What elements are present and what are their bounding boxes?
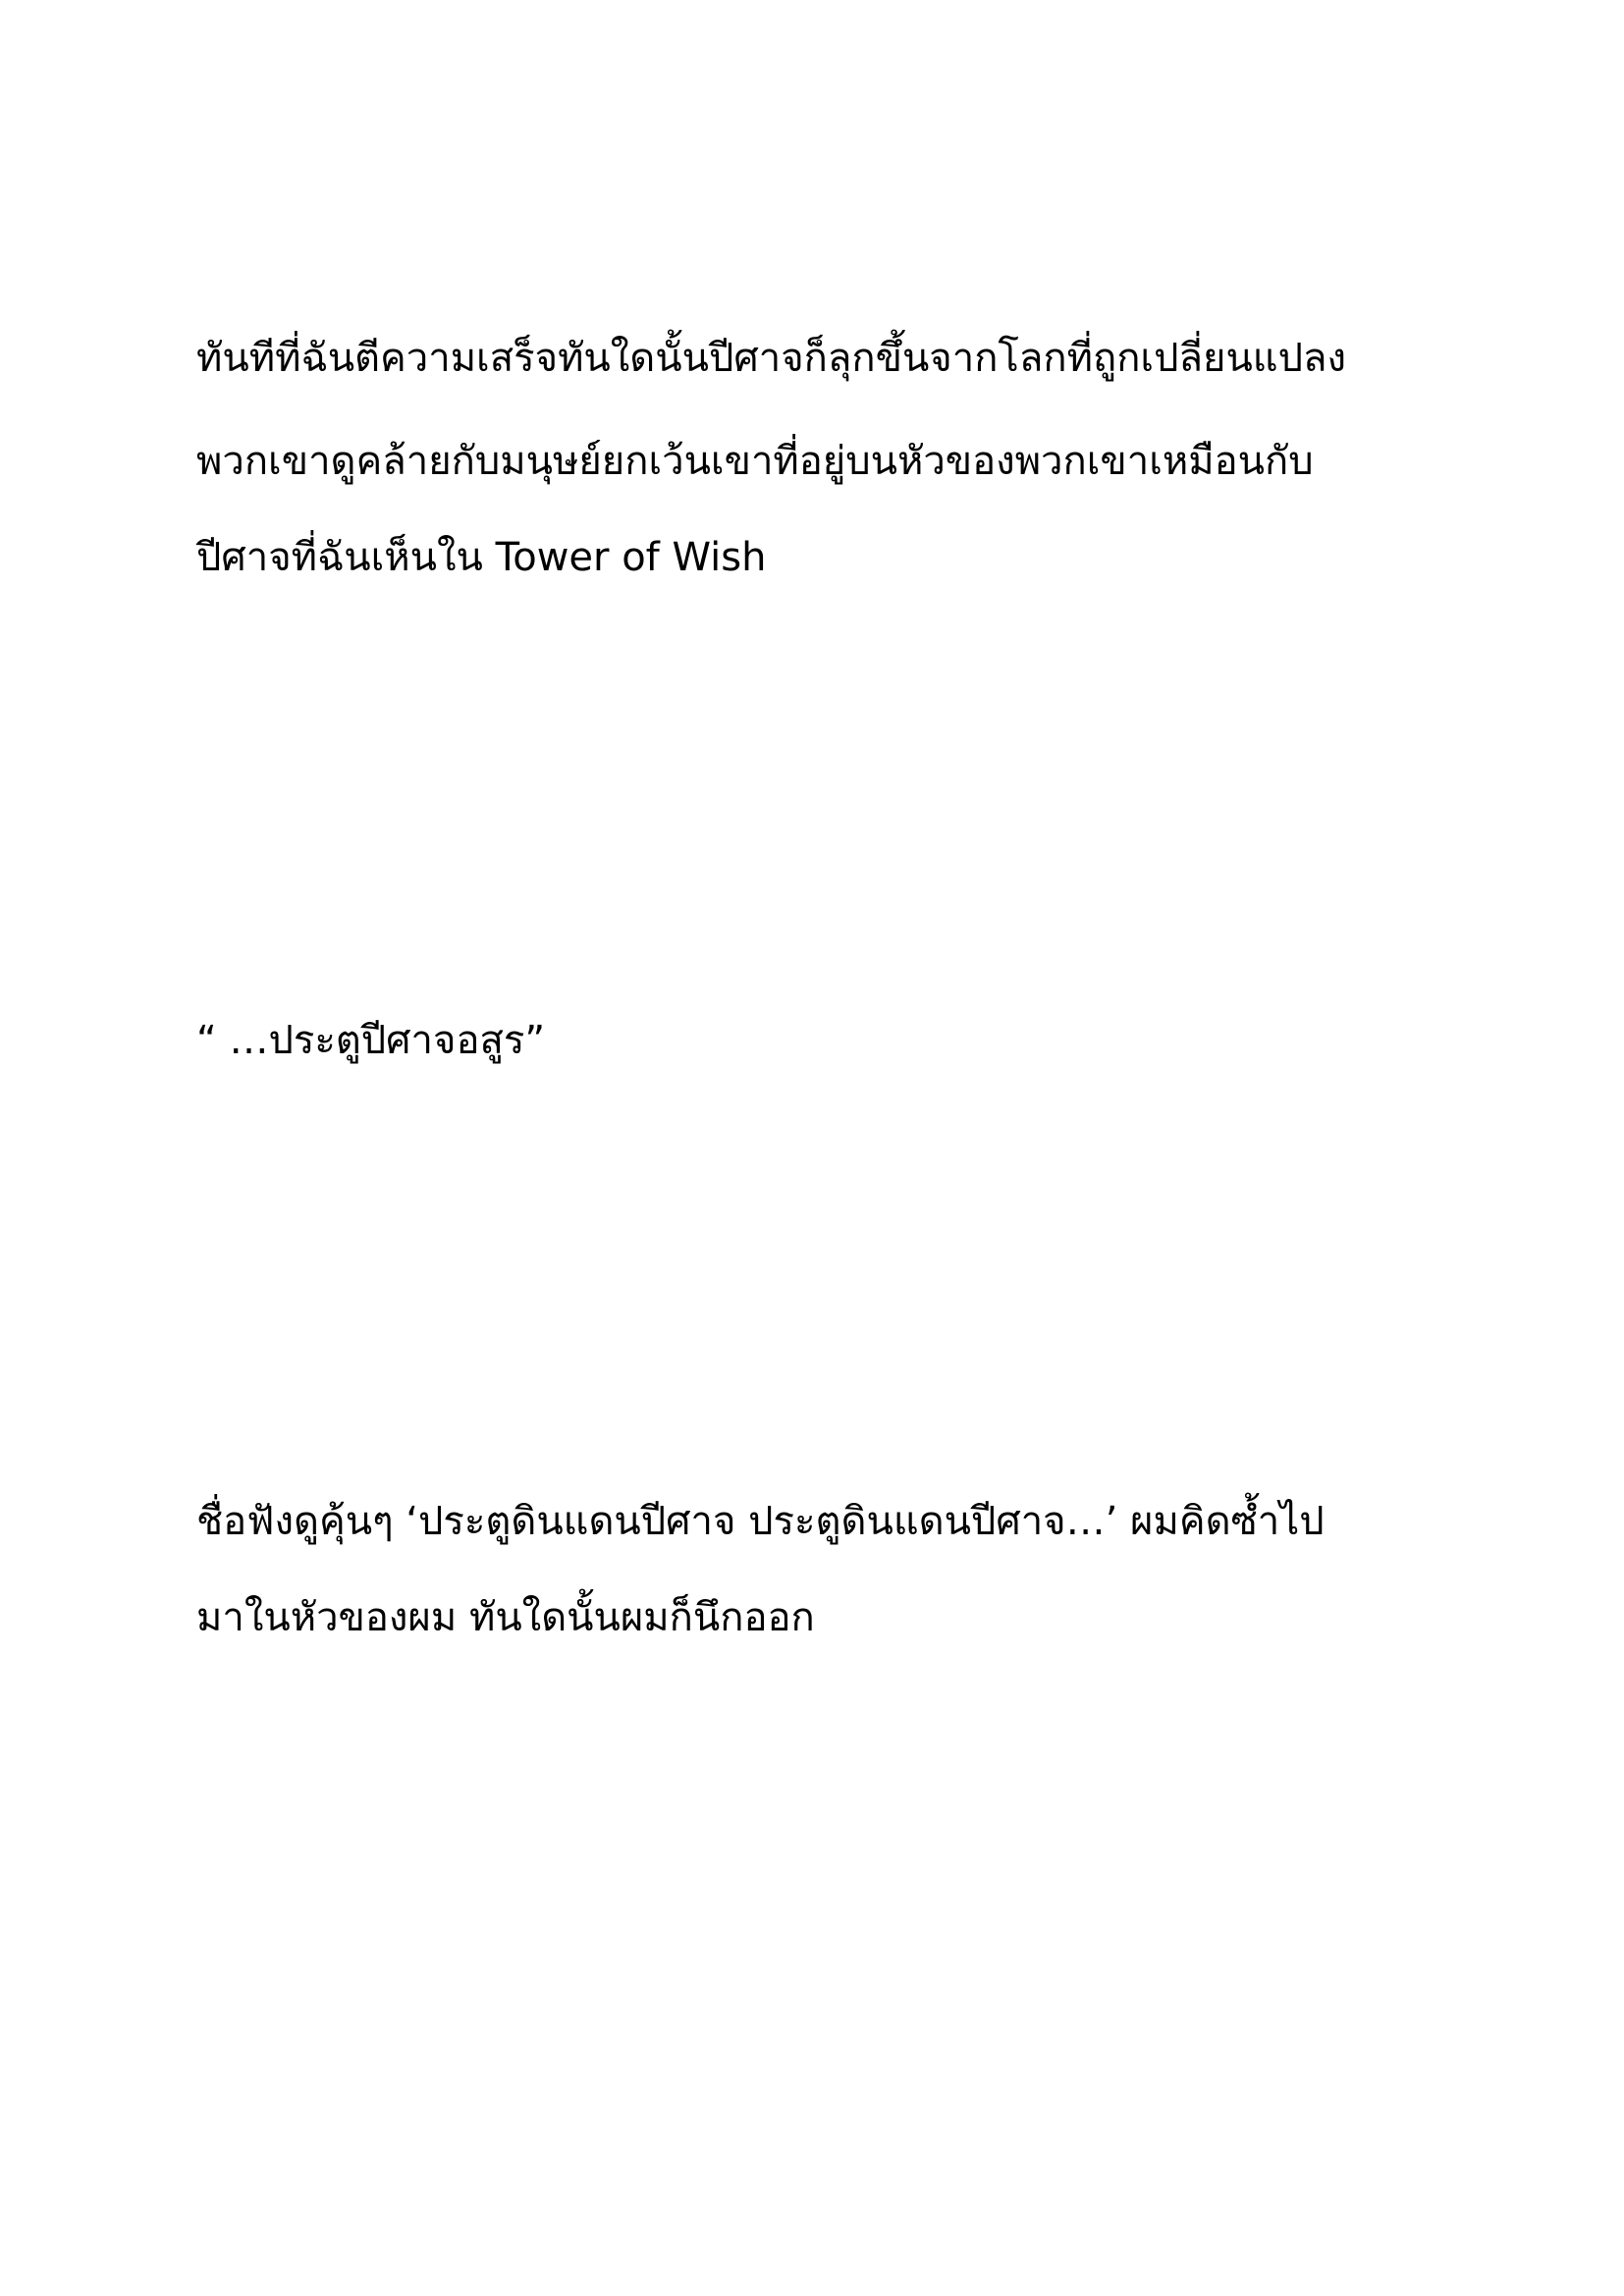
paragraph-2-line-1: “ …ประตูปีศาจอสูร” — [196, 1018, 546, 1063]
paragraph-3-line-1: ชื่อฟังดูคุ้นๆ ‘ประตูดินแดนปีศาจ ประตูดินแดนปีศาจ…’ ผมคิดซ้ำไป — [196, 1499, 1325, 1544]
paragraph-1-line-2: พวกเขาดูคล้ายกับมนุษย์ยกเว้นเขาที่อยู่บนหัวของพวกเขาเหมือนกับ — [196, 439, 1314, 484]
paragraph-1-line-3: ปีศาจที่ฉันเห็นใน Tower of Wish — [196, 535, 767, 580]
paragraph-3-line-2: มาในหัวของผม ทันใดนั้นผมก็นึกออก — [196, 1595, 815, 1640]
paragraph-1-line-1: ทันทีที่ฉันตีความเสร็จทันใดนั้นปีศาจก็ลุกขึ้นจากโลกที่ถูกเปลี่ยนแปลง — [196, 336, 1346, 381]
